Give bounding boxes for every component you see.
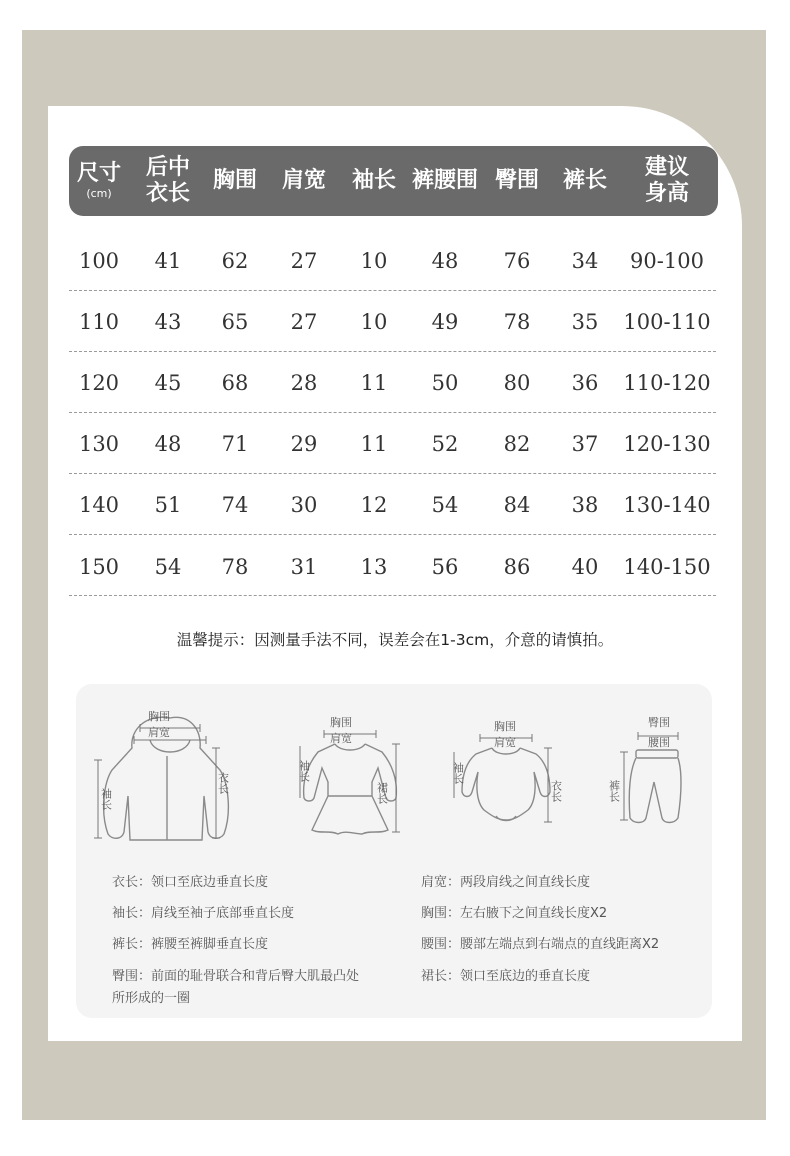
cell-size: 110 xyxy=(78,309,120,334)
jacket-illustration xyxy=(90,700,230,850)
header-size-unit: (cm) xyxy=(86,187,112,200)
definition-term: 袖长： xyxy=(112,906,152,921)
cell-pants-length: 36 xyxy=(571,370,599,395)
cell-waist: 54 xyxy=(431,492,459,517)
cell-shoulder: 27 xyxy=(290,309,318,334)
cell-waist: 56 xyxy=(431,554,459,579)
definition-text: 腰部左端点到右端点的直线距离X2 xyxy=(460,937,660,952)
cell-chest: 62 xyxy=(221,248,249,273)
header-shoulder: 肩宽 xyxy=(281,168,327,193)
cell-size: 130 xyxy=(78,431,120,456)
cell-chest: 74 xyxy=(221,492,249,517)
jacket-shoulder-label: 肩宽 xyxy=(148,726,170,739)
cell-back-length: 48 xyxy=(154,431,182,456)
cell-shoulder: 27 xyxy=(290,248,318,273)
cell-hip: 82 xyxy=(503,431,531,456)
definition-text: 肩线至袖子底部垂直长度 xyxy=(151,906,295,921)
definition-text: 裤腰至裤脚垂直长度 xyxy=(151,937,269,952)
definition-term: 裤长： xyxy=(112,937,152,952)
header-chest: 胸围 xyxy=(212,168,258,193)
cell-hip: 78 xyxy=(503,309,531,334)
definition-term: 胸围： xyxy=(421,906,461,921)
cell-hip: 76 xyxy=(503,248,531,273)
romper-sleeve-label: 袖长 xyxy=(451,762,465,784)
cell-pants-length: 38 xyxy=(571,492,599,517)
row-divider xyxy=(69,595,716,596)
cell-sleeve: 10 xyxy=(360,248,388,273)
pants-hip-label: 臀围 xyxy=(648,716,670,729)
cell-shoulder: 31 xyxy=(290,554,318,579)
cell-waist: 48 xyxy=(431,248,459,273)
definition-term: 衣长： xyxy=(112,875,152,890)
cell-size: 150 xyxy=(78,554,120,579)
header-hip: 臀围 xyxy=(494,168,540,193)
header-waist: 裤腰围 xyxy=(411,168,479,193)
jacket-chest-label: 胸围 xyxy=(148,710,170,723)
cell-waist: 50 xyxy=(431,370,459,395)
cell-height: 90-100 xyxy=(630,248,704,273)
measurement-tip: 温馨提示：因测量手法不同，误差会在1-3cm，介意的请慎拍。 xyxy=(176,631,614,649)
cell-waist: 52 xyxy=(431,431,459,456)
cell-chest: 71 xyxy=(221,431,249,456)
definition-waist xyxy=(421,934,659,956)
definition-chest xyxy=(421,903,607,925)
dress-shoulder-label: 肩宽 xyxy=(330,732,352,745)
cell-shoulder: 28 xyxy=(290,370,318,395)
table-row xyxy=(69,352,718,413)
romper-illustration xyxy=(436,712,576,832)
header-size xyxy=(77,146,121,216)
header-back-length-line2: 衣长 xyxy=(145,181,191,206)
cell-shoulder: 29 xyxy=(290,431,318,456)
dress-sleeve-label: 袖长 xyxy=(297,760,311,782)
table-row xyxy=(69,474,718,535)
header-size-label: 尺寸 xyxy=(76,161,122,186)
cell-height: 120-130 xyxy=(623,431,711,456)
cell-sleeve: 12 xyxy=(360,492,388,517)
definition-term: 臀围： xyxy=(112,969,152,984)
romper-chest-label: 胸围 xyxy=(494,720,516,733)
header-pants-length: 裤长 xyxy=(562,168,608,193)
cell-hip: 80 xyxy=(503,370,531,395)
cell-size: 100 xyxy=(78,248,120,273)
cell-pants-length: 40 xyxy=(571,554,599,579)
definition-length xyxy=(112,872,268,894)
definition-skirt xyxy=(421,966,590,988)
jacket-length-label: 衣长 xyxy=(216,772,230,794)
cell-sleeve: 11 xyxy=(360,370,388,395)
cell-chest: 65 xyxy=(221,309,249,334)
pants-waist-label: 腰围 xyxy=(648,736,670,749)
cell-pants-length: 37 xyxy=(571,431,599,456)
header-height-line1: 建议 xyxy=(644,155,690,180)
cell-chest: 78 xyxy=(221,554,249,579)
cell-hip: 84 xyxy=(503,492,531,517)
definition-text: 领口至底边的垂直长度 xyxy=(460,969,591,984)
cell-sleeve: 11 xyxy=(360,431,388,456)
dress-chest-label: 胸围 xyxy=(330,716,352,729)
cell-back-length: 43 xyxy=(154,309,182,334)
cell-hip: 86 xyxy=(503,554,531,579)
cell-back-length: 54 xyxy=(154,554,182,579)
definition-text: 两段肩线之间直线长度 xyxy=(460,875,591,890)
definition-shoulder xyxy=(421,872,590,894)
table-row xyxy=(69,413,718,474)
cell-height: 140-150 xyxy=(623,554,711,579)
size-table-header xyxy=(69,146,718,216)
cell-waist: 49 xyxy=(431,309,459,334)
header-height-line2: 身高 xyxy=(644,181,690,206)
cell-sleeve: 13 xyxy=(360,554,388,579)
table-row xyxy=(69,291,718,352)
cell-chest: 68 xyxy=(221,370,249,395)
definition-term: 裙长： xyxy=(421,969,461,984)
definition-text-cont: 所形成的一圈 xyxy=(112,991,191,1006)
header-back-length xyxy=(146,146,190,216)
definition-term: 腰围： xyxy=(421,937,461,952)
cell-back-length: 51 xyxy=(154,492,182,517)
header-sleeve: 袖长 xyxy=(351,168,397,193)
pants-length-label: 裤长 xyxy=(607,780,621,802)
romper-shoulder-label: 肩宽 xyxy=(494,736,516,749)
table-row xyxy=(69,230,718,291)
cell-size: 140 xyxy=(78,492,120,517)
cell-back-length: 41 xyxy=(154,248,182,273)
cell-pants-length: 34 xyxy=(571,248,599,273)
row-divider xyxy=(69,534,716,535)
header-back-length-line1: 后中 xyxy=(145,155,191,180)
dress-skirt-label: 裙长 xyxy=(375,782,389,804)
cell-size: 120 xyxy=(78,370,120,395)
romper-length-label: 衣长 xyxy=(549,780,563,802)
table-row xyxy=(69,536,718,597)
definition-text: 领口至底边垂直长度 xyxy=(151,875,269,890)
cell-back-length: 45 xyxy=(154,370,182,395)
definition-sleeve xyxy=(112,903,294,925)
pants-illustration xyxy=(604,708,704,830)
cell-pants-length: 35 xyxy=(571,309,599,334)
cell-height: 110-120 xyxy=(623,370,711,395)
jacket-sleeve-label: 袖长 xyxy=(99,788,113,810)
dress-illustration xyxy=(290,712,410,852)
header-height xyxy=(645,146,689,216)
cell-height: 100-110 xyxy=(623,309,711,334)
cell-height: 130-140 xyxy=(623,492,711,517)
definition-text: 前面的耻骨联合和背后臀大肌最凸处 xyxy=(151,969,360,984)
cell-sleeve: 10 xyxy=(360,309,388,334)
definition-hip xyxy=(112,966,359,1010)
definition-term: 肩宽： xyxy=(421,875,461,890)
definition-pants xyxy=(112,934,268,956)
cell-shoulder: 30 xyxy=(290,492,318,517)
definition-text: 左右腋下之间直线长度X2 xyxy=(460,906,608,921)
